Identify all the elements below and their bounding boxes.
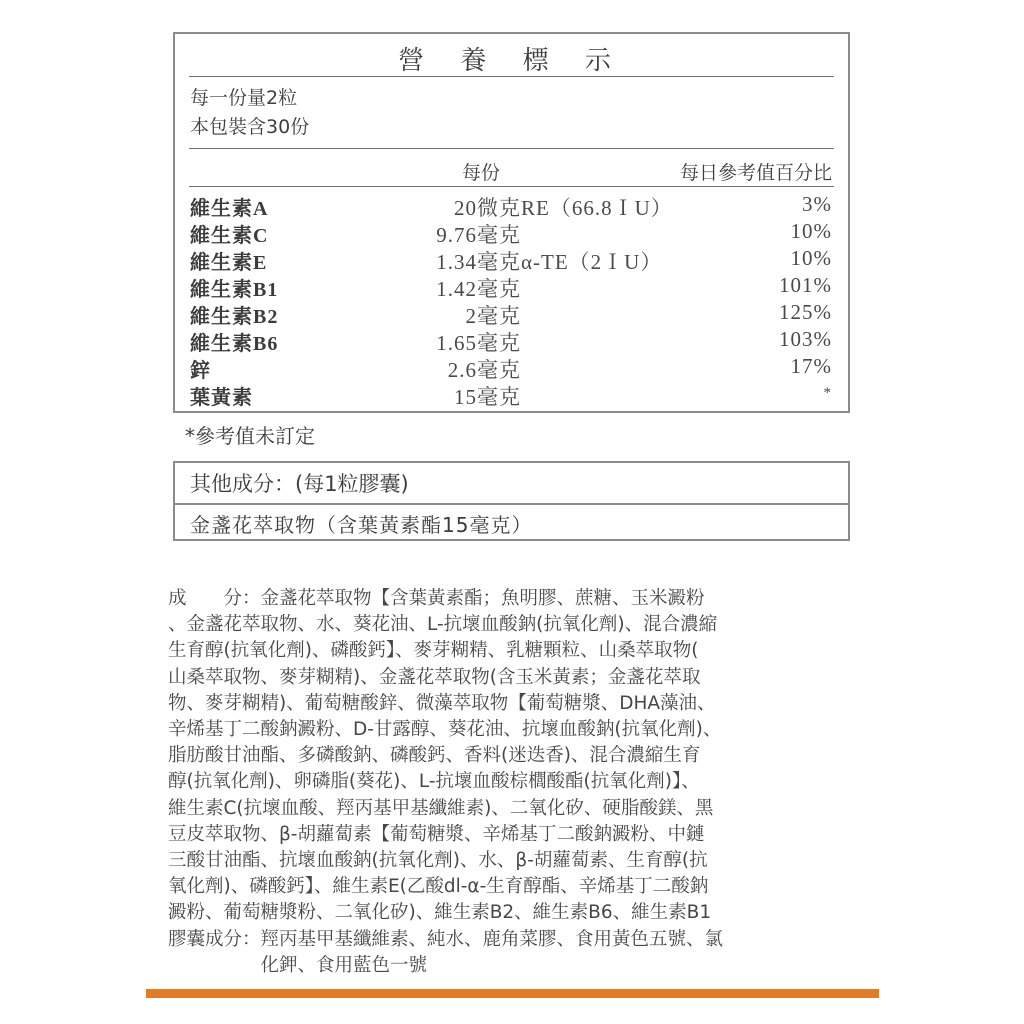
nutrient-percent: 3% [802,192,832,216]
ingredients-line: 成 分：金盞花萃取物【含葉黃素酯；魚明膠、蔗糖、玉米澱粉 [168,588,705,609]
ingredients-line: 脂肪酸甘油酯、多磷酸鈉、磷酸鈣、香料(迷迭香)、混合濃縮生育 [168,745,701,767]
other-ingredients-item: 金盞花萃取物（含葉黃素酯15毫克） [190,513,533,537]
nutrient-name: 葉黃素 [190,387,253,409]
nutrient-row [175,192,848,219]
nutrient-row [175,273,848,300]
ingredients-line: 膠囊成分：羥丙基甲基纖維素、純水、鹿角菜膠、食用黃色五號、氯 [168,928,724,950]
other-ingredients-title: 其他成分：(每1粒膠囊) [190,472,409,496]
nutrient-name: 維生素E [190,252,268,274]
nutrient-unit: RE（66.8ＩU） [521,196,673,220]
column-header-per-serving: 每份 [462,162,501,184]
other-ingredients-box [173,461,850,541]
ingredients-line: 辛烯基丁二酸鈉澱粉、D-甘露醇、葵花油、抗壞血酸鈉(抗氧化劑)、 [168,719,722,741]
nutrient-percent: 10% [790,219,832,243]
ingredients-line: 豆皮萃取物、β-胡蘿蔔素【葡萄糖漿、辛烯基丁二酸鈉澱粉、中鏈 [168,823,705,845]
orange-divider-bar [146,989,879,998]
ingredients-line: 醇(抗氧化劑)、卵磷脂(葵花)、L-抗壞血酸棕櫚酸酯(抗氧化劑)】、 [168,771,700,793]
divider [189,76,834,77]
ingredients-line: 化鉀、食用藍色一號 [168,954,428,976]
nutrition-title: 營 養 標 示 [398,46,625,76]
nutrient-name: 維生素B6 [190,333,279,355]
nutrient-percent: * [823,385,832,401]
nutrient-amount: 2毫克 [465,304,521,328]
nutrient-percent: 125% [779,300,832,324]
ingredients-line: 澱粉、葡萄糖漿粉、二氧化矽)、維生素B2、維生素B6、維生素B1 [168,902,712,924]
nutrient-amount: 2.6毫克 [447,358,521,382]
footnote: *參考值未訂定 [185,424,315,448]
nutrient-amount: 15毫克 [454,385,521,409]
nutrient-amount: 1.42毫克 [436,277,521,301]
nutrient-row [175,327,848,354]
serving-size: 每一份量2粒 [190,87,298,109]
nutrient-amount: 20微克 [454,196,521,220]
ingredients-list [168,586,860,979]
ingredients-line: 生育醇(抗氧化劑)、磷酸鈣】、麥芽糊精、乳糖顆粒、山桑萃取物( [168,640,699,662]
ingredients-line: 、金盞花萃取物、水、葵花油、L-抗壞血酸鈉(抗氧化劑)、混合濃縮 [168,614,718,636]
nutrient-name: 維生素C [190,225,269,247]
servings-per-package: 本包裝含30份 [190,116,310,138]
nutrient-percent: 103% [779,327,832,351]
nutrient-name: 鋅 [190,360,211,382]
nutrient-unit: α-TE（2ＩU） [521,250,663,274]
ingredients-line: 物、麥芽糊精)、葡萄糖酸鋅、微藻萃取物【葡萄糖漿、DHA藻油、 [168,692,716,714]
nutrient-percent: 101% [779,273,832,297]
nutrient-row [175,354,848,381]
nutrient-row [175,381,848,408]
column-header-daily-value: 每日參考值百分比 [679,162,832,184]
nutrient-name: 維生素B1 [190,279,279,301]
nutrition-facts-table [173,32,850,413]
ingredients-line: 三酸甘油酯、抗壞血酸鈉(抗氧化劑)、水、β-胡蘿蔔素、生育醇(抗 [168,850,708,872]
nutrient-name: 維生素A [190,198,269,220]
nutrient-name: 維生素B2 [190,306,279,328]
nutrient-amount: 1.34毫克 [436,250,521,274]
nutrient-percent: 17% [790,354,832,378]
divider [189,186,834,187]
nutrient-amount: 1.65毫克 [436,331,521,355]
nutrient-row [175,300,848,327]
divider [189,148,834,149]
ingredients-line: 氧化劑)、磷酸鈣】、維生素E(乙酸dl-α-生育醇酯、辛烯基丁二酸鈉 [168,876,709,898]
nutrient-percent: 10% [790,246,832,270]
ingredients-line: 維生素C(抗壞血酸、羥丙基甲基纖維素)、二氧化矽、硬脂酸鎂、黑 [168,797,714,819]
divider [175,503,848,505]
ingredients-line: 山桑萃取物、麥芽糊精)、金盞花萃取物(含玉米黃素；金盞花萃取 [168,666,701,688]
nutrient-row [175,219,848,246]
nutrient-amount: 9.76毫克 [436,223,521,247]
nutrient-row [175,246,848,273]
